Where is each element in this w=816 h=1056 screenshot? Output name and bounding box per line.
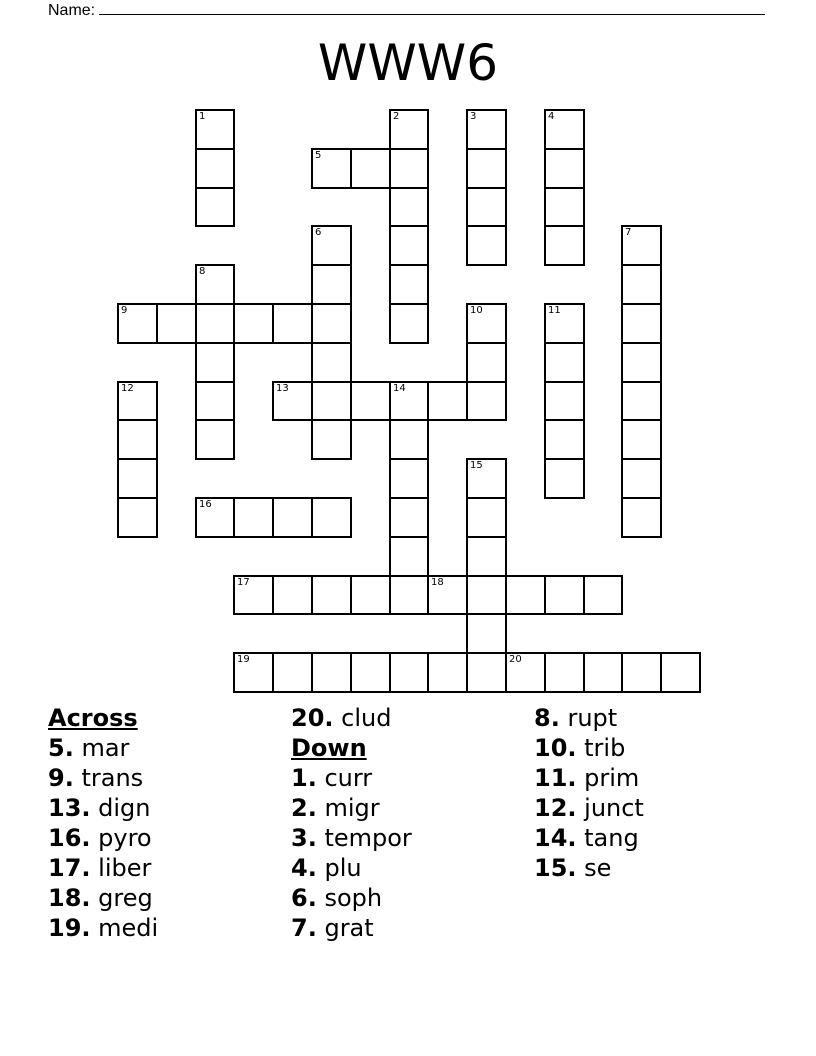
grid-cell[interactable] <box>389 148 429 189</box>
cell-number: 8 <box>199 266 206 277</box>
grid-cell[interactable] <box>466 342 507 383</box>
clue-text: rupt <box>559 704 618 732</box>
grid-cell[interactable] <box>389 264 429 305</box>
clue-number: 8. <box>534 704 560 732</box>
grid-cell[interactable] <box>389 497 429 538</box>
grid-cell[interactable] <box>544 187 585 227</box>
grid-cell[interactable] <box>272 381 313 421</box>
cell-number: 9 <box>121 305 128 316</box>
grid-cell[interactable] <box>621 652 662 693</box>
grid-cell[interactable] <box>311 419 352 460</box>
grid-cell[interactable] <box>621 458 662 499</box>
grid-cell[interactable] <box>389 225 429 266</box>
grid-cell[interactable] <box>466 497 507 538</box>
cell-number: 6 <box>315 227 322 238</box>
clue-down <box>534 733 644 763</box>
name-label: Name: <box>48 2 96 19</box>
grid-cell[interactable] <box>117 458 158 499</box>
clue-down <box>291 913 412 943</box>
grid-cell[interactable] <box>621 225 662 266</box>
cell-number: 4 <box>548 111 555 122</box>
clue-down <box>291 883 412 913</box>
clue-column-2 <box>291 703 412 943</box>
puzzle-title: WWW6 <box>317 34 499 92</box>
cell-number: 2 <box>393 111 400 122</box>
cell-number: 3 <box>470 111 477 122</box>
clue-down <box>534 763 644 793</box>
grid-cell[interactable] <box>466 575 507 615</box>
clue-number: 4. <box>291 854 317 882</box>
grid-cell[interactable] <box>117 381 158 421</box>
grid-cell[interactable] <box>427 652 468 693</box>
clue-text: greg <box>90 884 153 912</box>
clue-number: 5. <box>48 734 74 762</box>
grid-cell[interactable] <box>389 109 429 150</box>
grid-cell[interactable] <box>311 264 352 305</box>
clue-down <box>534 853 644 883</box>
grid-cell[interactable] <box>311 342 352 383</box>
grid-cell[interactable] <box>544 225 585 266</box>
grid-cell[interactable] <box>583 652 623 693</box>
cell-number: 5 <box>315 150 322 161</box>
grid-cell[interactable] <box>195 381 235 421</box>
grid-cell[interactable] <box>466 148 507 189</box>
grid-cell[interactable] <box>466 652 507 693</box>
grid-cell[interactable] <box>350 148 391 189</box>
grid-cell[interactable] <box>583 575 623 615</box>
grid-cell[interactable] <box>311 381 352 421</box>
grid-cell[interactable] <box>272 652 313 693</box>
across-heading <box>48 703 158 733</box>
grid-cell[interactable] <box>117 497 158 538</box>
grid-cell[interactable] <box>466 381 507 421</box>
grid-cell[interactable] <box>544 342 585 383</box>
cell-number: 10 <box>470 305 483 316</box>
grid-cell[interactable] <box>272 303 313 344</box>
grid-cell[interactable] <box>117 303 158 344</box>
grid-cell[interactable] <box>544 381 585 421</box>
cell-number: 13 <box>276 383 289 394</box>
cell-number: 1 <box>199 111 206 122</box>
grid-cell[interactable] <box>350 652 391 693</box>
grid-cell[interactable] <box>466 536 507 577</box>
grid-cell[interactable] <box>466 109 507 150</box>
clue-number: 13. <box>48 794 91 822</box>
clue-down <box>291 823 412 853</box>
grid-cell[interactable] <box>544 109 585 150</box>
grid-cell[interactable] <box>466 303 507 344</box>
cell-number: 14 <box>393 383 406 394</box>
grid-cell[interactable] <box>621 381 662 421</box>
grid-cell[interactable] <box>195 187 235 227</box>
clue-text: migr <box>316 794 380 822</box>
clue-text: junct <box>576 794 644 822</box>
grid-cell[interactable] <box>427 575 468 615</box>
grid-cell[interactable] <box>505 652 546 693</box>
clue-down <box>291 793 412 823</box>
grid-cell[interactable] <box>544 458 585 499</box>
grid-cell[interactable] <box>195 148 235 189</box>
grid-cell[interactable] <box>389 575 429 615</box>
grid-cell[interactable] <box>389 303 429 344</box>
clue-text: trib <box>576 734 626 762</box>
down-heading <box>291 733 412 763</box>
grid-cell[interactable] <box>544 652 585 693</box>
grid-cell[interactable] <box>195 419 235 460</box>
cell-number: 16 <box>199 499 212 510</box>
clue-across <box>48 853 158 883</box>
clue-number: 10. <box>534 734 577 762</box>
clue-number: 7. <box>291 914 317 942</box>
clue-text: clud <box>333 704 392 732</box>
clue-text: dign <box>90 794 151 822</box>
clue-number: 14. <box>534 824 577 852</box>
clue-number: 15. <box>534 854 577 882</box>
cell-number: 18 <box>431 577 444 588</box>
clue-across <box>48 823 158 853</box>
clue-text: liber <box>90 854 152 882</box>
clue-number: 20. <box>291 704 334 732</box>
clue-text: pyro <box>90 824 152 852</box>
clue-across <box>48 883 158 913</box>
grid-cell[interactable] <box>466 613 507 654</box>
cell-number: 15 <box>470 460 483 471</box>
grid-cell[interactable] <box>233 497 274 538</box>
grid-cell[interactable] <box>621 419 662 460</box>
grid-cell[interactable] <box>427 381 468 421</box>
clue-number: 6. <box>291 884 317 912</box>
grid-cell[interactable] <box>389 652 429 693</box>
grid-cell[interactable] <box>311 225 352 266</box>
clue-number: 17. <box>48 854 91 882</box>
cell-number: 20 <box>509 654 522 665</box>
clue-down <box>291 763 412 793</box>
grid-cell[interactable] <box>621 342 662 383</box>
clue-number: 11. <box>534 764 577 792</box>
grid-cell[interactable] <box>350 575 391 615</box>
clue-text: tempor <box>316 824 412 852</box>
grid-cell[interactable] <box>311 652 352 693</box>
clue-heading-text: Down <box>291 734 367 762</box>
clue-number: 12. <box>534 794 577 822</box>
grid-cell[interactable] <box>621 303 662 344</box>
clue-across <box>48 733 158 763</box>
grid-cell[interactable] <box>466 458 507 499</box>
clue-number: 3. <box>291 824 317 852</box>
grid-cell[interactable] <box>195 303 235 344</box>
grid-cell[interactable] <box>621 497 662 538</box>
cell-number: 12 <box>121 383 134 394</box>
grid-cell[interactable] <box>505 575 546 615</box>
grid-cell[interactable] <box>272 575 313 615</box>
clue-text: medi <box>90 914 159 942</box>
grid-cell[interactable] <box>544 419 585 460</box>
grid-cell[interactable] <box>544 575 585 615</box>
clue-number: 19. <box>48 914 91 942</box>
clue-text: curr <box>316 764 373 792</box>
grid-cell[interactable] <box>389 419 429 460</box>
grid-cell[interactable] <box>350 381 391 421</box>
grid-cell[interactable] <box>233 303 274 344</box>
grid-cell[interactable] <box>466 225 507 266</box>
clue-text: tang <box>576 824 639 852</box>
grid-cell[interactable] <box>195 264 235 305</box>
grid-cell[interactable] <box>311 303 352 344</box>
grid-cell[interactable] <box>233 575 274 615</box>
grid-cell[interactable] <box>195 109 235 150</box>
clue-number: 18. <box>48 884 91 912</box>
clue-across <box>291 703 412 733</box>
cell-number: 19 <box>237 654 250 665</box>
clue-column-1 <box>48 703 158 943</box>
clue-across <box>48 793 158 823</box>
grid-cell[interactable] <box>660 652 701 693</box>
grid-cell[interactable] <box>621 264 662 305</box>
clue-text: mar <box>73 734 130 762</box>
clue-text: grat <box>316 914 374 942</box>
grid-cell[interactable] <box>311 148 352 189</box>
grid-cell[interactable] <box>195 497 235 538</box>
clue-across <box>48 913 158 943</box>
clue-text: soph <box>316 884 383 912</box>
grid-cell[interactable] <box>389 536 429 577</box>
cell-number: 11 <box>548 305 561 316</box>
clue-down <box>291 853 412 883</box>
grid-cell[interactable] <box>311 575 352 615</box>
clue-text: se <box>576 854 612 882</box>
clue-number: 1. <box>291 764 317 792</box>
clue-text: prim <box>576 764 640 792</box>
grid-cell[interactable] <box>389 187 429 227</box>
grid-cell[interactable] <box>272 497 313 538</box>
grid-cell[interactable] <box>156 303 197 344</box>
grid-cell[interactable] <box>544 148 585 189</box>
grid-cell[interactable] <box>117 419 158 460</box>
clue-text: trans <box>73 764 144 792</box>
grid-cell[interactable] <box>195 342 235 383</box>
cell-number: 17 <box>237 577 250 588</box>
clue-column-3 <box>534 703 644 883</box>
grid-cell[interactable] <box>389 381 429 421</box>
grid-cell[interactable] <box>466 187 507 227</box>
clue-down <box>534 703 644 733</box>
clue-text: plu <box>316 854 362 882</box>
clue-down <box>534 823 644 853</box>
grid-cell[interactable] <box>311 497 352 538</box>
clue-across <box>48 763 158 793</box>
grid-cell[interactable] <box>233 652 274 693</box>
clue-number: 16. <box>48 824 91 852</box>
clue-down <box>534 793 644 823</box>
clue-heading-text: Across <box>48 704 138 732</box>
grid-cell[interactable] <box>544 303 585 344</box>
clue-number: 9. <box>48 764 74 792</box>
grid-cell[interactable] <box>389 458 429 499</box>
cell-number: 7 <box>625 227 632 238</box>
clue-number: 2. <box>291 794 317 822</box>
